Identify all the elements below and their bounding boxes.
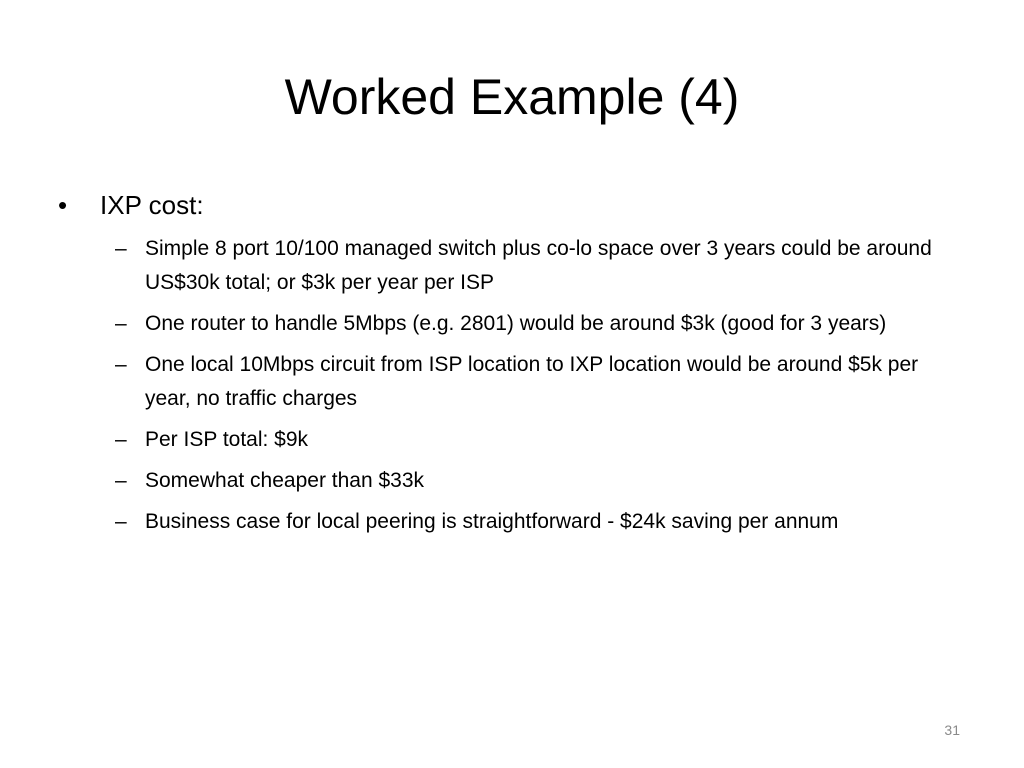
bullet-marker: • [58, 190, 68, 220]
sub-bullet-text: Somewhat cheaper than $33k [145, 469, 425, 492]
sub-bullet-comparison [58, 464, 935, 498]
sub-bullet-per-isp-total [58, 423, 935, 457]
bullet-ixp-cost [58, 188, 958, 222]
dash-marker: – [115, 510, 127, 533]
sub-bullet-router-cost [58, 307, 935, 341]
sub-bullet-business-case [58, 505, 935, 539]
dash-marker: – [115, 353, 127, 376]
dash-marker: – [115, 237, 127, 260]
sub-bullet-text: One local 10Mbps circuit from ISP location to IXP location would be around $5k per year, no traffic charges [145, 353, 919, 410]
sub-bullet-text: One router to handle 5Mbps (e.g. 2801) would be around $3k (good for 3 years) [145, 312, 887, 335]
dash-marker: – [115, 469, 127, 492]
sub-bullet-text: Business case for local peering is straightforward - $24k saving per annum [145, 510, 839, 533]
sub-bullet-switch-cost [58, 232, 935, 300]
sub-bullet-text: Per ISP total: $9k [145, 428, 309, 451]
sub-bullet-circuit-cost [58, 348, 935, 416]
sub-bullet-text: Simple 8 port 10/100 managed switch plus co-lo space over 3 years could be around US$30k total; or $3k per year per ISP [145, 237, 932, 294]
slide-content [58, 188, 958, 546]
dash-marker: – [115, 312, 127, 335]
dash-marker: – [115, 428, 127, 451]
bullet-text: IXP cost: [100, 190, 204, 220]
sub-bullet-list [58, 232, 958, 539]
slide-title: Worked Example (4) [284, 69, 740, 125]
page-number: 31 [944, 722, 960, 738]
